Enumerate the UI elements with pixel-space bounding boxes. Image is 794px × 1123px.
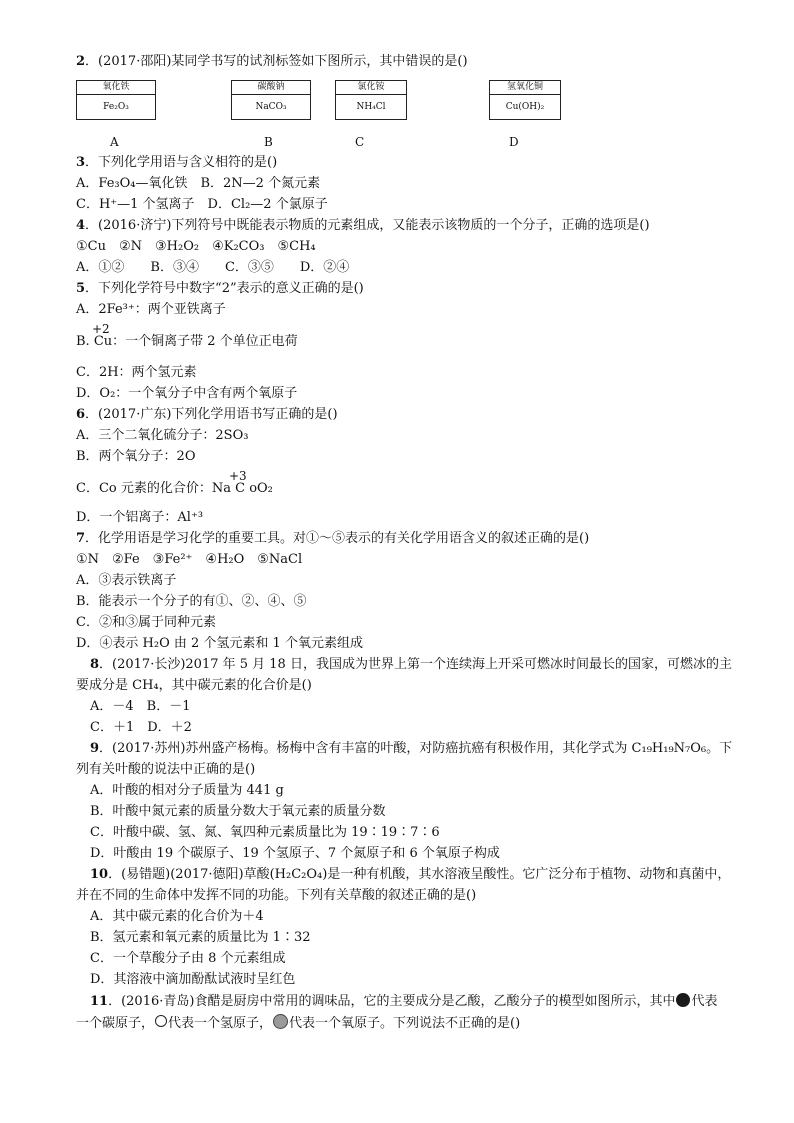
q10-option-c: C．一个草酸分子由 8 个元素组成 — [90, 951, 286, 966]
q4-options: A．①② B．③④ C．③⑤ D．②④ — [76, 260, 350, 275]
q7-option-d: D．④表示 H₂O 由 2 个氢元素和 1 个氧元素组成 — [76, 636, 363, 651]
q5-valence-mark: +2 — [92, 322, 110, 336]
q11-stem-cont: 一个碳原子， 代表一个氢原子， 代表一个氧原子。下列说法不正确的是() — [76, 1016, 521, 1031]
q9-option-d: D．叶酸由 19 个碳原子、19 个氢原子、7 个氮原子和 6 个氧原子构成 — [90, 846, 500, 861]
q6-stem: 6．(2017·广东)下列化学用语书写正确的是() — [76, 407, 338, 422]
q9-option-b: B．叶酸中氮元素的质量分数大于氧元素的质量分数 — [90, 804, 386, 819]
q10-option-b: B．氢元素和氧元素的质量比为 1∶32 — [90, 930, 311, 945]
reagent-label-b — [231, 80, 311, 120]
q3-options-2: C．H⁺—1 个氢离子 D．Cl₂—2 个氯原子 — [76, 197, 328, 212]
q5-stem: 5．下列化学符号中数字“2”表示的意义正确的是() — [76, 281, 364, 296]
q7-items: ①N ②Fe ③Fe²⁺ ④H₂O ⑤NaCl — [76, 552, 303, 567]
q6-option-d: D．一个铝离子：Al⁺³ — [76, 510, 204, 525]
q3-stem: 3．下列化学用语与含义相符的是() — [76, 155, 278, 170]
reagent-label-a — [76, 80, 156, 120]
q6-option-b: B．两个氧分子：2O — [76, 449, 196, 464]
hydrogen-atom-icon — [155, 1015, 167, 1027]
label-formula: NH₄Cl — [356, 102, 386, 112]
oxygen-atom-icon — [273, 1014, 288, 1029]
option-d: D — [509, 135, 519, 149]
label-formula: Cu(OH)₂ — [505, 102, 545, 112]
label-formula: Fe₂O₃ — [103, 102, 129, 112]
option-c: C — [355, 135, 365, 149]
label-name: 氢氧化铜 — [506, 82, 543, 92]
q10-option-d: D．其溶液中滴加酚酞试液时呈红色 — [90, 972, 296, 987]
q5-option-c: C．2H：两个氢元素 — [76, 365, 197, 380]
q7-option-c: C．②和③属于同种元素 — [76, 615, 216, 630]
q4-items: ①Cu ②N ③H₂O₂ ④K₂CO₃ ⑤CH₄ — [76, 239, 316, 254]
q8-stem: 8．(2017·长沙)2017 年 5 月 18 日，我国成为世界上第一个连续海上开采可燃冰时间最长的国家，可燃冰的主 — [90, 657, 732, 672]
q5-option-b: B. Cu：一个铜离子带 2 个单位正电荷 — [76, 334, 298, 349]
q2-stem: 2．(2017·邵阳)某同学书写的试剂标签如下图所示，其中错误的是() — [76, 54, 468, 69]
q7-stem: 7．化学用语是学习化学的重要工具。对①～⑤表示的有关化学用语含义的叙述正确的是() — [76, 531, 590, 546]
q6-valence-mark: +3 — [229, 469, 247, 483]
q5-option-a: A．2Fe³⁺：两个亚铁离子 — [76, 302, 226, 317]
option-b: B — [264, 135, 273, 149]
q9-option-a: A．叶酸的相对分子质量为 441 g — [90, 783, 284, 798]
q10-option-a: A．其中碳元素的化合价为＋4 — [90, 909, 264, 924]
q6-option-a: A．三个二氧化硫分子：2SO₃ — [76, 428, 249, 443]
q8-options-2: C．＋1 D．＋2 — [90, 720, 192, 735]
option-a: A — [110, 135, 119, 149]
q11-stem: 11．(2016·青岛)食醋是厨房中常用的调味品，它的主要成分是乙酸，乙酸分子的模型如图所示，其中 代表 — [90, 994, 718, 1009]
label-name: 氧化铁 — [102, 82, 130, 92]
q5-option-d: D．O₂：一个氧分子中含有两个氧原子 — [76, 386, 298, 401]
reagent-label-d — [489, 80, 561, 120]
q9-option-c: C．叶酸中碳、氢、氮、氧四种元素质量比为 19∶19∶7∶6 — [90, 825, 440, 840]
q3-options-1: A．Fe₃O₄—氧化铁 B．2N—2 个氮元素 — [76, 176, 321, 191]
q10-stem: 10．(易错题)(2017·德阳)草酸(H₂C₂O₄)是一种有机酸，其水溶液呈酸性。它广泛分布于植物、动物和真菌中， — [90, 867, 731, 882]
q7-option-a: A．③表示铁离子 — [76, 573, 177, 588]
q8-options-1: A．－4 B．－1 — [90, 699, 191, 714]
label-name: 碳酸钠 — [257, 82, 285, 92]
q9-stem-cont: 列有关叶酸的说法中正确的是() — [76, 762, 256, 777]
q9-stem: 9．(2017·苏州)苏州盛产杨梅。杨梅中含有丰富的叶酸，对防癌抗癌有积极作用，其化学式为 C₁₉H₁₉N₇O₆。下 — [90, 741, 733, 756]
carbon-atom-icon — [676, 993, 690, 1007]
label-name: 氯化铵 — [357, 82, 385, 92]
q6-option-c: C．Co 元素的化合价：Na C oO₂ — [76, 481, 273, 496]
q10-stem-cont: 并在不同的生命体中发挥不同的功能。下列有关草酸的叙述正确的是() — [76, 888, 477, 903]
reagent-label-c — [335, 80, 407, 120]
label-formula: NaCO₃ — [255, 102, 287, 112]
q7-option-b: B．能表示一个分子的有①、②、④、⑤ — [76, 594, 307, 609]
q4-stem: 4．(2016·济宁)下列符号中既能表示物质的元素组成，又能表示该物质的一个分子，正确的选项是() — [76, 218, 650, 233]
q8-stem-cont: 要成分是 CH₄，其中碳元素的化合价是() — [76, 678, 312, 693]
